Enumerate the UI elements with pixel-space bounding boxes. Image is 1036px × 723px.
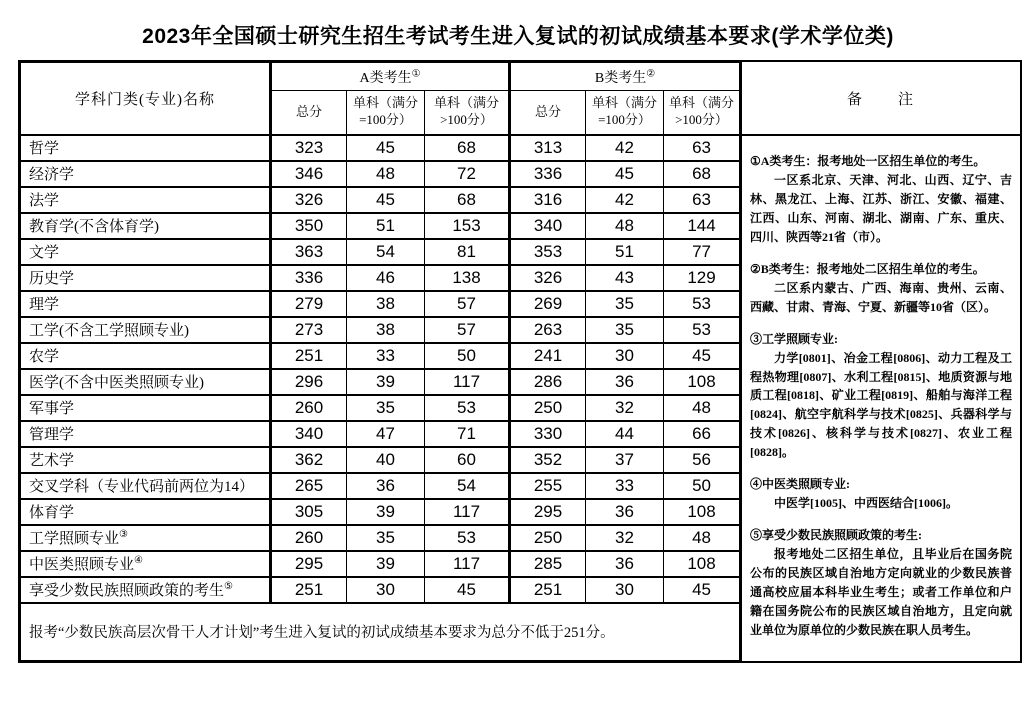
score-cell: 68 <box>425 187 510 213</box>
score-cell: 45 <box>664 343 740 369</box>
score-cell: 39 <box>347 499 425 525</box>
score-cell: 323 <box>271 135 347 161</box>
score-cell: 326 <box>271 187 347 213</box>
remark-head: ④中医类照顾专业: <box>750 477 850 492</box>
score-cell: 295 <box>510 499 586 525</box>
score-cell: 48 <box>664 525 740 551</box>
score-cell: 305 <box>271 499 347 525</box>
score-cell: 45 <box>586 161 664 187</box>
table-row <box>21 187 740 213</box>
group-a-label: A类考生 <box>359 70 412 86</box>
score-cell: 117 <box>425 499 510 525</box>
score-cell: 35 <box>586 317 664 343</box>
score-cell: 129 <box>664 265 740 291</box>
score-cell: 37 <box>586 447 664 473</box>
table-row <box>21 369 740 395</box>
score-cell: 53 <box>664 291 740 317</box>
subject-column-header: 学科门类(专业)名称 <box>21 63 271 135</box>
score-cell: 336 <box>271 265 347 291</box>
score-cell: 45 <box>425 577 510 603</box>
remark-head: ⑤享受少数民族照顾政策的考生: <box>750 528 922 543</box>
score-cell: 279 <box>271 291 347 317</box>
score-cell: 255 <box>510 473 586 499</box>
score-cell: 32 <box>586 525 664 551</box>
score-cell: 63 <box>664 187 740 213</box>
remarks-column <box>739 62 1020 661</box>
score-cell: 77 <box>664 239 740 265</box>
remarks-header: 备 注 <box>742 62 1020 136</box>
remarks-panel <box>742 136 1020 661</box>
remark-head: ①A类考生：报考地处一区招生单位的考生。 <box>750 154 986 168</box>
subject-name: 医学(不含中医类照顾专业) <box>21 369 271 395</box>
subject-name: 中医类照顾专业④ <box>21 551 271 577</box>
remark-head: ③工学照顾专业: <box>750 331 838 346</box>
score-cell: 48 <box>347 161 425 187</box>
group-b-label: B类考生 <box>594 70 647 86</box>
score-cell: 38 <box>347 317 425 343</box>
score-cell: 53 <box>425 395 510 421</box>
score-cell: 33 <box>347 343 425 369</box>
score-cell: 296 <box>271 369 347 395</box>
table-row <box>21 525 740 551</box>
remark-body: 二区系内蒙古、广西、海南、贵州、云南、西藏、甘肃、青海、宁夏、新疆等10省（区）。 <box>750 280 1012 314</box>
score-cell: 30 <box>586 577 664 603</box>
subject-name: 教育学(不含体育学) <box>21 213 271 239</box>
score-cell: 66 <box>664 421 740 447</box>
score-cell: 44 <box>586 421 664 447</box>
table-row <box>21 239 740 265</box>
subject-name: 理学 <box>21 291 271 317</box>
score-cell: 36 <box>586 551 664 577</box>
score-cell: 46 <box>347 265 425 291</box>
score-cell: 68 <box>425 135 510 161</box>
score-cell: 53 <box>664 317 740 343</box>
score-cell: 326 <box>510 265 586 291</box>
score-cell: 43 <box>586 265 664 291</box>
score-cell: 32 <box>586 395 664 421</box>
table-row <box>21 551 740 577</box>
table-row <box>21 473 740 499</box>
score-cell: 51 <box>347 213 425 239</box>
subject-name: 交叉学科（专业代码前两位为14） <box>21 473 271 499</box>
footnote-ref-2: ② <box>646 67 656 79</box>
score-cell: 63 <box>664 135 740 161</box>
score-cell: 313 <box>510 135 586 161</box>
footer-row <box>21 603 740 661</box>
table-row <box>21 291 740 317</box>
score-cell: 30 <box>586 343 664 369</box>
score-cell: 50 <box>425 343 510 369</box>
score-cell: 45 <box>664 577 740 603</box>
score-table-head <box>21 63 740 135</box>
score-cell: 54 <box>347 239 425 265</box>
score-cell: 57 <box>425 291 510 317</box>
score-cell: 316 <box>510 187 586 213</box>
footnote-ref: ④ <box>134 555 143 566</box>
score-cell: 60 <box>425 447 510 473</box>
footnote-ref: ⑤ <box>224 581 233 592</box>
score-cell: 81 <box>425 239 510 265</box>
score-cell: 108 <box>664 499 740 525</box>
table-row <box>21 135 740 161</box>
footnote-ref: ③ <box>119 529 128 540</box>
score-cell: 153 <box>425 213 510 239</box>
table-row <box>21 447 740 473</box>
score-cell: 117 <box>425 551 510 577</box>
score-cell: 269 <box>510 291 586 317</box>
score-cell: 39 <box>347 551 425 577</box>
score-cell: 286 <box>510 369 586 395</box>
score-cell: 295 <box>271 551 347 577</box>
score-cell: 56 <box>664 447 740 473</box>
score-cell: 54 <box>425 473 510 499</box>
remark-head: ②B类考生：报考地处二区招生单位的考生。 <box>750 261 985 276</box>
score-cell: 35 <box>586 291 664 317</box>
score-cell: 251 <box>271 577 347 603</box>
score-cell: 265 <box>271 473 347 499</box>
score-cell: 260 <box>271 395 347 421</box>
a-total-header: 总分 <box>271 91 347 135</box>
table-row <box>21 317 740 343</box>
score-cell: 117 <box>425 369 510 395</box>
score-cell: 72 <box>425 161 510 187</box>
score-cell: 353 <box>510 239 586 265</box>
subject-name: 法学 <box>21 187 271 213</box>
score-cell: 48 <box>664 395 740 421</box>
score-cell: 263 <box>510 317 586 343</box>
remark-block <box>750 330 1012 463</box>
footer-note: 报考“少数民族高层次骨干人才计划”考生进入复试的初试成绩基本要求为总分不低于251分。 <box>21 603 740 661</box>
remark-block <box>750 152 1012 247</box>
score-cell: 362 <box>271 447 347 473</box>
score-cell: 251 <box>510 577 586 603</box>
score-cell: 68 <box>664 161 740 187</box>
subject-name: 文学 <box>21 239 271 265</box>
subject-name: 工学(不含工学照顾专业) <box>21 317 271 343</box>
score-cell: 71 <box>425 421 510 447</box>
score-cell: 42 <box>586 135 664 161</box>
score-cell: 36 <box>586 499 664 525</box>
group-a-header <box>271 63 510 91</box>
table-row <box>21 577 740 603</box>
score-cell: 51 <box>586 239 664 265</box>
score-cell: 138 <box>425 265 510 291</box>
footnote-ref-1: ① <box>411 67 421 79</box>
remark-block <box>750 526 1012 640</box>
score-cell: 363 <box>271 239 347 265</box>
score-cell: 273 <box>271 317 347 343</box>
score-table-body <box>21 135 740 603</box>
score-cell: 36 <box>586 369 664 395</box>
score-table-foot <box>21 603 740 661</box>
score-cell: 53 <box>425 525 510 551</box>
score-cell: 340 <box>510 213 586 239</box>
score-cell: 39 <box>347 369 425 395</box>
score-cell: 38 <box>347 291 425 317</box>
score-cell: 260 <box>271 525 347 551</box>
score-cell: 330 <box>510 421 586 447</box>
table-row <box>21 499 740 525</box>
score-cell: 33 <box>586 473 664 499</box>
remark-block <box>750 260 1012 317</box>
table-row <box>21 395 740 421</box>
score-cell: 42 <box>586 187 664 213</box>
a-singlegt100-header: 单科（满分>100分） <box>425 91 510 135</box>
b-single100-header: 单科（满分=100分） <box>586 91 664 135</box>
subject-name: 工学照顾专业③ <box>21 525 271 551</box>
score-cell: 40 <box>347 447 425 473</box>
table-row <box>21 265 740 291</box>
remark-body: 报考地处二区招生单位，且毕业后在国务院公布的民族区域自治地方定向就业的少数民族普通高校应届本科毕业生考生；或者工作单位和户籍在国务院公布的民族区域自治地方，且定向就业单位为原单位的少数民族在职人员考生。 <box>750 547 1012 637</box>
score-cell: 144 <box>664 213 740 239</box>
subject-name: 历史学 <box>21 265 271 291</box>
score-cell: 35 <box>347 525 425 551</box>
page-title: 2023年全国硕士研究生招生考试考生进入复试的初试成绩基本要求(学术学位类) <box>142 25 894 48</box>
score-cell: 30 <box>347 577 425 603</box>
score-cell: 352 <box>510 447 586 473</box>
table-row <box>21 161 740 187</box>
subject-name: 享受少数民族照顾政策的考生⑤ <box>21 577 271 603</box>
subject-name: 经济学 <box>21 161 271 187</box>
score-cell: 250 <box>510 395 586 421</box>
remark-body: 中医学[1005]、中西医结合[1006]。 <box>774 496 958 511</box>
score-cell: 36 <box>347 473 425 499</box>
subject-name: 哲学 <box>21 135 271 161</box>
subject-name: 军事学 <box>21 395 271 421</box>
score-table-container <box>18 60 1022 663</box>
subject-name: 农学 <box>21 343 271 369</box>
score-table-left <box>20 62 739 661</box>
score-table <box>20 62 740 661</box>
group-b-header <box>510 63 740 91</box>
score-cell: 48 <box>586 213 664 239</box>
score-cell: 241 <box>510 343 586 369</box>
table-row <box>21 213 740 239</box>
score-cell: 108 <box>664 369 740 395</box>
score-cell: 108 <box>664 551 740 577</box>
score-cell: 336 <box>510 161 586 187</box>
remark-block <box>750 475 1012 513</box>
score-cell: 57 <box>425 317 510 343</box>
score-cell: 45 <box>347 187 425 213</box>
b-singlegt100-header: 单科（满分>100分） <box>664 91 740 135</box>
remark-body: 力学[0801]、冶金工程[0806]、动力工程及工程热物理[0807]、水利工程[0815]、地质资源与地质工程[0818]、矿业工程[0819]、船舶与海洋工程[0824]、航空宇航科学与技术[0825]、兵器科学与技术[0826]、核科学与技术[0827]、农业工程[0828]。 <box>750 350 1012 460</box>
score-cell: 47 <box>347 421 425 447</box>
a-single100-header: 单科（满分=100分） <box>347 91 425 135</box>
score-cell: 50 <box>664 473 740 499</box>
score-cell: 285 <box>510 551 586 577</box>
score-cell: 346 <box>271 161 347 187</box>
b-total-header: 总分 <box>510 91 586 135</box>
subject-name: 体育学 <box>21 499 271 525</box>
score-cell: 35 <box>347 395 425 421</box>
score-cell: 250 <box>510 525 586 551</box>
score-cell: 350 <box>271 213 347 239</box>
score-cell: 251 <box>271 343 347 369</box>
remark-body: 一区系北京、天津、河北、山西、辽宁、吉林、黑龙江、上海、江苏、浙江、安徽、福建、江西、山东、河南、湖北、湖南、广东、重庆、四川、陕西等21省（市）。 <box>750 172 1012 244</box>
table-row <box>21 421 740 447</box>
group-header-row <box>21 63 740 91</box>
score-cell: 45 <box>347 135 425 161</box>
subject-name: 艺术学 <box>21 447 271 473</box>
table-row <box>21 343 740 369</box>
score-cell: 340 <box>271 421 347 447</box>
subject-name: 管理学 <box>21 421 271 447</box>
